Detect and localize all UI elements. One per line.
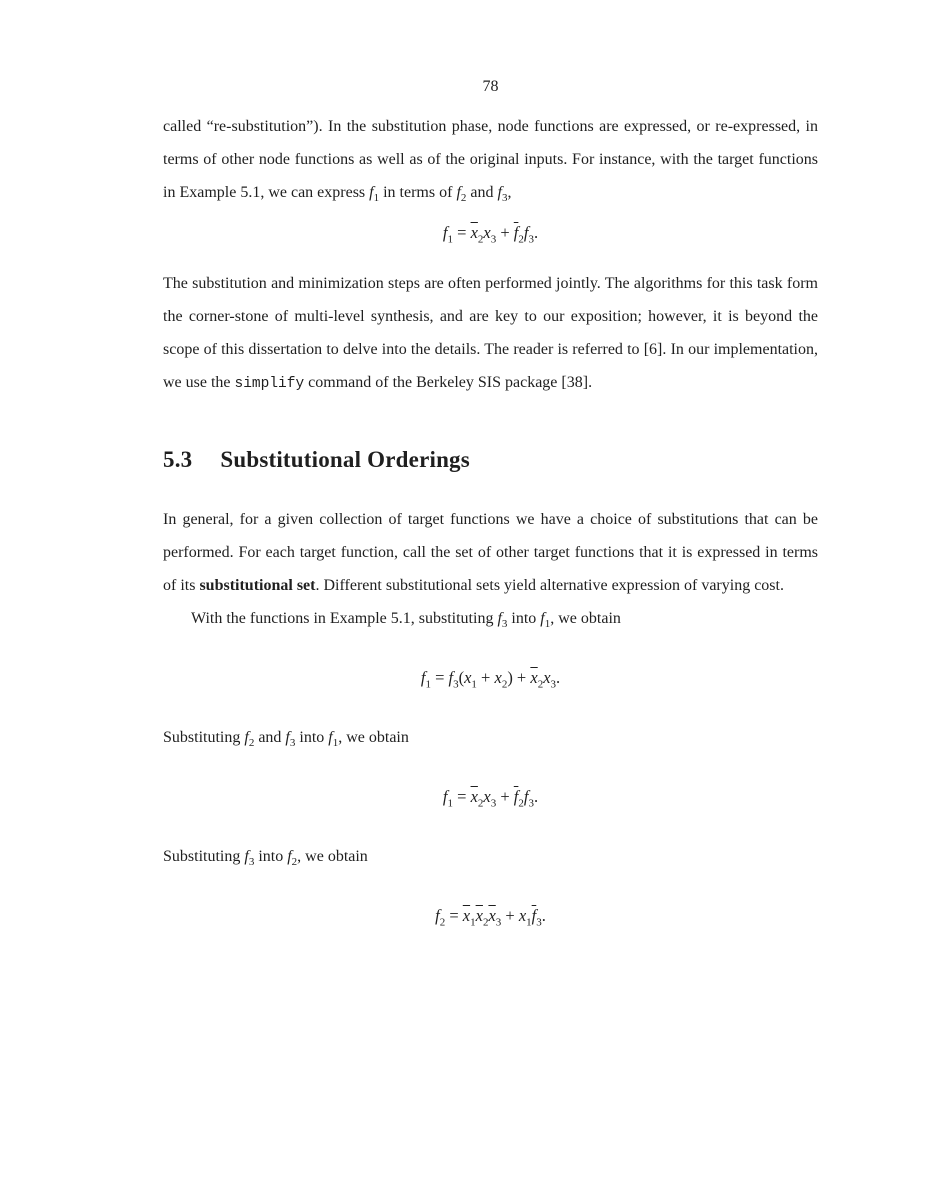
section-title: Substitutional Orderings xyxy=(220,447,470,472)
page-number: 78 xyxy=(482,78,499,95)
paragraph-substitute-f2-f3-into-f1: Substituting $f_2$ and $f_3$ into $f_1$, we obtain xyxy=(163,729,409,750)
equation-f1-resubstitution: $f_1 = \overline{x}_2x_3 + \overline{f}_2f_3$. xyxy=(442,223,539,246)
section-heading xyxy=(163,447,818,473)
paragraph-substitute-f3-into-f1: With the functions in Example 5.1, substituting $f_3$ into $f_1$, we obtain xyxy=(191,610,621,631)
paragraph-substitution-minimization: The substitution and minimization steps are often performed jointly. The algorithms for this task form the corner-stone of multi-level synthesis, and are key to our exposition; however, it is beyond the scope of this dissertation to delve into the details. The reader is referred to [6]. In our implementation, we use the simplify command of the Berkeley SIS package [38]. xyxy=(163,275,818,392)
section-number: 5.3 xyxy=(163,447,193,472)
equation-f2-with-f3: $f_2 = \overline{x}_1\overline{x}_2\overline{x}_3 + x_1\overline{f}_3$. xyxy=(435,906,546,929)
equation-f1-with-f2-f3: $f_1 = \overline{x}_2x_3 + \overline{f}_2f_3$. xyxy=(442,787,539,810)
paragraph-substitute-f3-into-f2: Substituting $f_3$ into $f_2$, we obtain xyxy=(163,848,368,869)
paragraph-substitutional-set-definition: In general, for a given collection of target functions we have a choice of substitutions that can be performed. For each target function, call the set of other target functions that it is expressed in terms of its substitutional set. Different substitutional sets yield alternative expression of varying cost. xyxy=(163,511,818,594)
paragraph-resubstitution: called “re-substitution”). In the substitution phase, node functions are expressed, or re-expressed, in terms of other node functions as well as of the original inputs. For instance, with the target functions in Example 5.1, we can express $f_1$ in terms of $f_2$ and $f_3$, xyxy=(163,118,818,205)
equation-f1-with-f3: $f_1 = f_3(x_1 + x_2) + \overline{x}_2x_3$. xyxy=(420,668,561,691)
